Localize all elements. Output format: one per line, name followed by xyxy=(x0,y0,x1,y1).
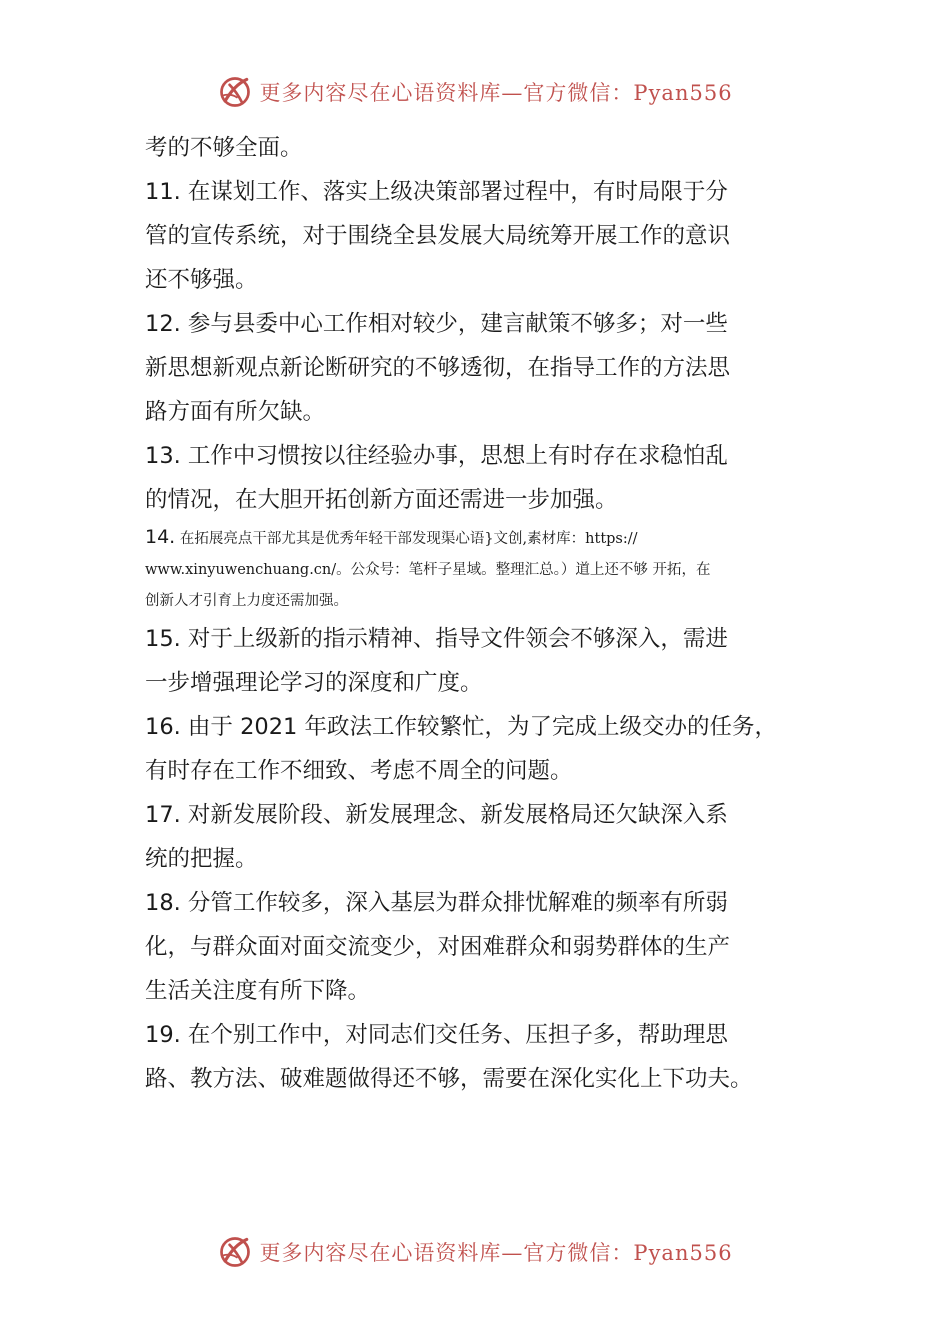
paragraph-item-14: 14. 在拓展亮点干部尤其是优秀年轻干部发现渠心语}文创,素材库：https:// www.xinyuwenchuang.cn/。公众号：笔杆子星域。整理汇总。）道上还不够 开拓，在 创新人才引育上力度还需加强。 xyxy=(145,526,711,609)
paragraph-item-17: 17. 对新发展阶段、新发展理念、新发展格局还欠缺深入系 统的把握。 xyxy=(145,802,728,872)
footer-banner xyxy=(0,1232,950,1272)
header-banner-text: 更多内容尽在心语资料库—官方微信：Pyan556 xyxy=(259,81,733,105)
header-banner xyxy=(0,72,950,112)
paragraph-item-11: 11. 在谋划工作、落实上级决策部署过程中，有时局限于分 管的宣传系统，对于围绕全县发展大局统筹开展工作的意识 还不够强。 xyxy=(145,179,731,293)
cursive-xy-logo-icon xyxy=(217,74,253,110)
paragraph-item-15: 15. 对于上级新的指示精神、指导文件领会不够深入，需进 一步增强理论学习的深度和广度。 xyxy=(145,626,728,696)
paragraph-item-12: 12. 参与县委中心工作相对较少，建言献策不够多；对一些 新思想新观点新论断研究的不够透彻，在指导工作的方法思 路方面有所欠缺。 xyxy=(145,311,731,425)
paragraph-item-16: 16. 由于 2021 年政法工作较繁忙，为了完成上级交办的任务， 有时存在工作不细致、考虑不周全的问题。 xyxy=(145,714,778,784)
document-body xyxy=(145,126,810,1101)
paragraph-item-18: 18. 分管工作较多，深入基层为群众排忧解难的频率有所弱 化，与群众面对面交流变少，对困难群众和弱势群体的生产 生活关注度有所下降。 xyxy=(145,890,731,1004)
footer-banner-text: 更多内容尽在心语资料库—官方微信：Pyan556 xyxy=(259,1241,733,1265)
paragraph-item-19: 19. 在个别工作中，对同志们交任务、压担子多，帮助理思 路、教方法、破难题做得还不够，需要在深化实化上下功夫。 xyxy=(145,1022,753,1092)
paragraph-item-13: 13. 工作中习惯按以往经验办事，思想上有时存在求稳怕乱 的情况，在大胆开拓创新方面还需进一步加强。 xyxy=(145,443,728,513)
paragraph-continuation: 考的不够全面。 xyxy=(145,135,303,161)
item-number: 14. xyxy=(145,526,176,548)
cursive-xy-logo-icon xyxy=(217,1234,253,1270)
